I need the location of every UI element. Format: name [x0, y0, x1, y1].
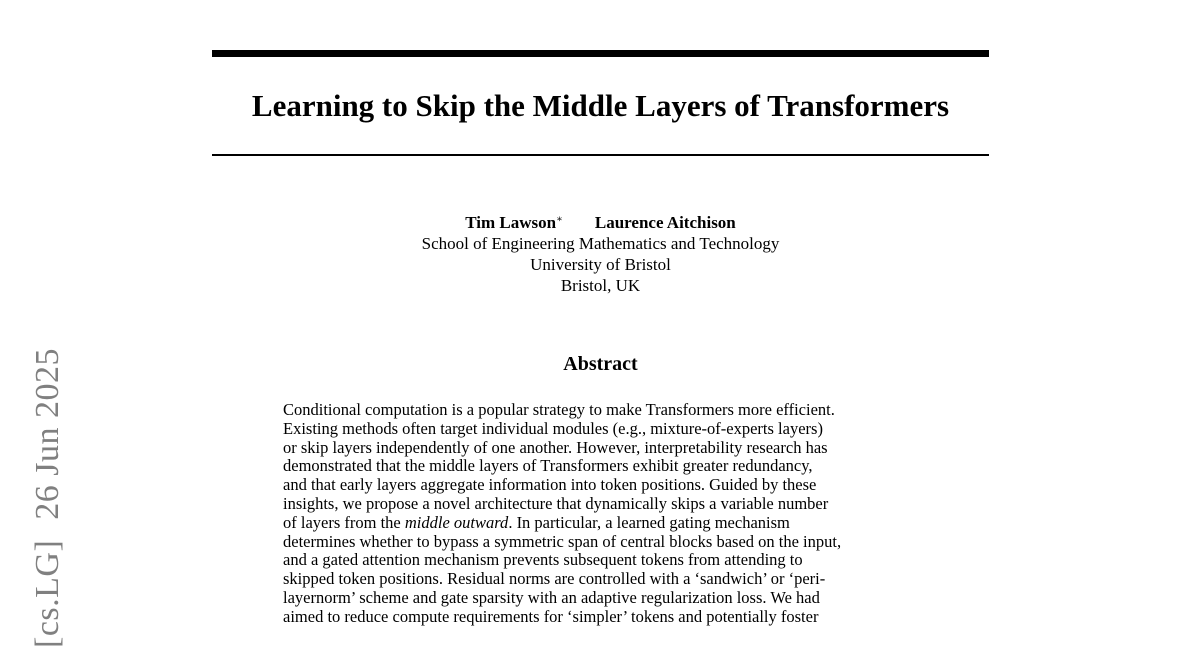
abstract-line: layernorm’ scheme and gate sparsity with an adaptive regularization loss. We had — [283, 588, 820, 607]
affiliation-line: University of Bristol — [530, 255, 671, 274]
author-footnote-mark: ∗ — [556, 214, 563, 225]
author-name: Tim Lawson — [465, 213, 557, 232]
paper-title: Learning to Skip the Middle Layers of Transformers — [251, 88, 950, 123]
abstract-emphasis: middle outward — [404, 513, 509, 532]
affiliation-line: Bristol, UK — [560, 276, 641, 295]
abstract-body — [283, 401, 920, 627]
abstract-line: Existing methods often target individual modules (e.g., mixture-of-experts layers) — [283, 419, 823, 438]
abstract-line: Conditional computation is a popular strategy to make Transformers more efficient. — [283, 401, 835, 419]
abstract-line: and a gated attention mechanism prevents subsequent tokens from attending to — [283, 551, 803, 570]
abstract-text: . In particular, a learned gating mechanism — [508, 513, 790, 532]
author-names — [212, 209, 989, 233]
abstract-line: and that early layers aggregate information into token positions. Guided by these — [283, 476, 817, 495]
abstract-line — [283, 514, 920, 533]
abstract-line: determines whether to bypass a symmetric span of central blocks based on the input, — [283, 532, 842, 551]
arxiv-category: [cs.LG] — [29, 539, 66, 648]
title-bottom-rule — [212, 154, 989, 156]
abstract-line: skipped token positions. Residual norms are controlled with a ‘sandwich’ or ‘peri- — [283, 570, 826, 589]
author-name: Laurence Aitchison — [594, 213, 736, 232]
abstract-heading: Abstract — [563, 353, 638, 375]
author-block — [212, 209, 989, 296]
affiliation-line: School of Engineering Mathematics and Technology — [421, 234, 780, 253]
abstract-text: of layers from the — [283, 513, 405, 532]
abstract-line: demonstrated that the middle layers of Transformers exhibit greater redundancy, — [283, 457, 813, 476]
arxiv-side-stamp — [28, 348, 68, 648]
abstract-line: aimed to reduce compute requirements for ‘simpler’ tokens and potentially foster — [283, 607, 819, 626]
abstract-line: or skip layers independently of one another. However, interpretability research has — [283, 438, 828, 457]
abstract-line: insights, we propose a novel architecture that dynamically skips a variable number — [283, 494, 829, 513]
title-top-rule — [212, 50, 989, 57]
arxiv-date: 26 Jun 2025 — [29, 347, 66, 520]
